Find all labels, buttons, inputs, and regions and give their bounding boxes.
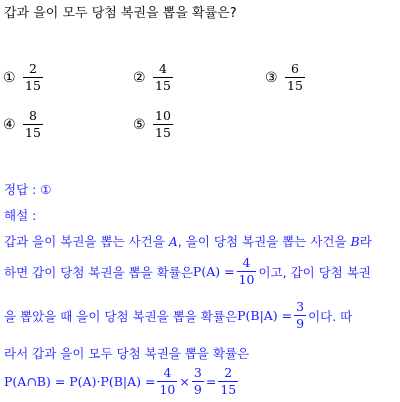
- explanation-label: 해설 :: [4, 208, 37, 223]
- option-3[interactable]: [265, 62, 307, 94]
- variable-a: A: [168, 234, 178, 249]
- variable-b: B: [350, 234, 360, 249]
- joint-probability-expr: P(A∩B) = P(A)·P(B|A) =: [4, 374, 156, 390]
- fraction: $\frac{3}{9}$: [193, 365, 202, 398]
- equals-sign: =: [205, 374, 217, 390]
- explanation-line-3: 을 뽑았을 때 을이 당첨 복권을 뽑을 확률은 P(B|A) = $\frac{3}{9}$ 이다. 따: [4, 299, 353, 332]
- option-marker: ①: [3, 69, 16, 86]
- fraction: $\frac{4}{10}$: [238, 255, 255, 288]
- fraction: $\frac{3}{9}$: [296, 299, 305, 332]
- fraction: $\frac{4}{10}$: [159, 365, 176, 398]
- option-fraction: $\frac{4}{15}$: [155, 61, 171, 94]
- option-marker: ⑤: [133, 116, 146, 133]
- option-fraction: $\frac{10}{15}$: [155, 108, 171, 141]
- option-5[interactable]: [133, 109, 175, 141]
- option-marker: ③: [265, 69, 278, 86]
- times-sign: ×: [179, 374, 190, 390]
- option-2[interactable]: [133, 62, 175, 94]
- question-text: 갑과 을이 모두 당첨 복권을 뽑을 확률은?: [4, 6, 237, 21]
- option-4[interactable]: [3, 109, 45, 141]
- option-marker: ④: [3, 116, 16, 133]
- answer-text: 정답 : ①: [4, 182, 52, 197]
- fraction: $\frac{2}{15}$: [220, 365, 237, 398]
- explanation-line-2: 하면 갑이 당첨 복권을 뽑을 확률은 P(A) = $\frac{4}{10}$ 이고, 갑이 당첨 복권: [4, 255, 371, 288]
- explanation-line-1: 갑과 을이 복권을 뽑는 사건을 A, 을이 당첨 복권을 뽑는 사건을 B라: [4, 234, 372, 249]
- option-1[interactable]: [3, 62, 45, 94]
- explanation-line-4: 라서 갑과 을이 모두 당첨 복권을 뽑을 확률은: [4, 346, 250, 361]
- explanation-line-5: [4, 366, 240, 398]
- option-fraction: $\frac{2}{15}$: [25, 61, 41, 94]
- option-fraction: $\frac{8}{15}$: [25, 108, 41, 141]
- option-fraction: $\frac{6}{15}$: [287, 61, 303, 94]
- conditional-probability-expr: P(B|A) =: [237, 308, 293, 324]
- option-marker: ②: [133, 69, 146, 86]
- probability-expr: P(A) =: [192, 264, 235, 280]
